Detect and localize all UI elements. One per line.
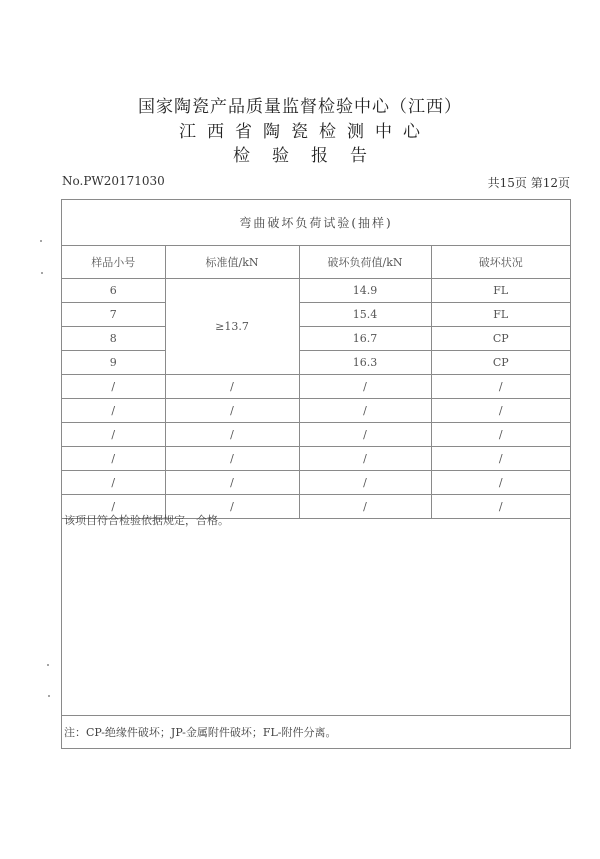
status-cell: CP: [431, 351, 570, 375]
empty-cell: /: [62, 495, 165, 519]
scan-speck: [48, 695, 50, 697]
empty-cell: /: [165, 399, 299, 423]
load-cell: 16.3: [299, 351, 431, 375]
column-header-standard: 标准值/kN: [165, 246, 299, 279]
empty-cell: /: [431, 375, 570, 399]
table-row: [62, 303, 570, 327]
empty-cell: /: [165, 423, 299, 447]
scan-speck: [41, 272, 43, 274]
empty-cell: /: [299, 447, 431, 471]
results-table: [62, 246, 570, 519]
empty-cell: /: [299, 495, 431, 519]
empty-cell: /: [431, 423, 570, 447]
table-row: [62, 327, 570, 351]
center-name-title: 国家陶瓷产品质量监督检验中心（江西）: [138, 97, 462, 117]
table-row: [62, 279, 570, 303]
status-cell: FL: [431, 279, 570, 303]
empty-cell: /: [165, 375, 299, 399]
conclusion-text: 该项目符合检验依据规定，合格。: [64, 514, 229, 527]
scan-speck: [40, 240, 42, 242]
table-header-row: [62, 246, 570, 279]
empty-cell: /: [165, 495, 299, 519]
report-frame: [61, 199, 571, 749]
empty-row: [62, 447, 570, 471]
empty-row: [62, 375, 570, 399]
status-cell: FL: [431, 303, 570, 327]
sample-cell: 6: [62, 279, 165, 303]
load-cell: 15.4: [299, 303, 431, 327]
sample-cell: 7: [62, 303, 165, 327]
sample-cell: 9: [62, 351, 165, 375]
empty-cell: /: [431, 399, 570, 423]
sample-cell: 8: [62, 327, 165, 351]
table-row: [62, 351, 570, 375]
empty-row: [62, 471, 570, 495]
empty-row: [62, 399, 570, 423]
column-header-status: 破坏状况: [431, 246, 570, 279]
empty-cell: /: [299, 375, 431, 399]
provincial-center-title: 江西省陶瓷检测中心: [179, 122, 431, 142]
column-header-sample: 样品小号: [62, 246, 165, 279]
empty-cell: /: [431, 447, 570, 471]
empty-cell: /: [431, 495, 570, 519]
empty-row: [62, 423, 570, 447]
test-title: 弯曲破坏负荷试验(抽样): [62, 200, 570, 246]
empty-cell: /: [299, 399, 431, 423]
standard-value-cell: ≥13.7: [165, 279, 299, 375]
report-number: No.PW20171030: [62, 174, 165, 188]
empty-cell: /: [62, 375, 165, 399]
load-cell: 14.9: [299, 279, 431, 303]
scan-speck: [47, 664, 49, 666]
page-info: 共15页 第12页: [487, 176, 570, 190]
empty-cell: /: [165, 447, 299, 471]
empty-cell: /: [62, 399, 165, 423]
column-header-load: 破坏负荷值/kN: [299, 246, 431, 279]
load-cell: 16.7: [299, 327, 431, 351]
note-divider: [62, 715, 570, 716]
empty-cell: /: [431, 471, 570, 495]
empty-cell: /: [299, 423, 431, 447]
status-cell: CP: [431, 327, 570, 351]
empty-cell: /: [62, 447, 165, 471]
empty-cell: /: [62, 471, 165, 495]
footnote: 注：CP-绝缘件破坏；JP-金属附件破坏；FL-附件分离。: [64, 726, 337, 739]
empty-cell: /: [165, 471, 299, 495]
report-title: 检验报告: [233, 146, 389, 166]
empty-cell: /: [62, 423, 165, 447]
empty-cell: /: [299, 471, 431, 495]
